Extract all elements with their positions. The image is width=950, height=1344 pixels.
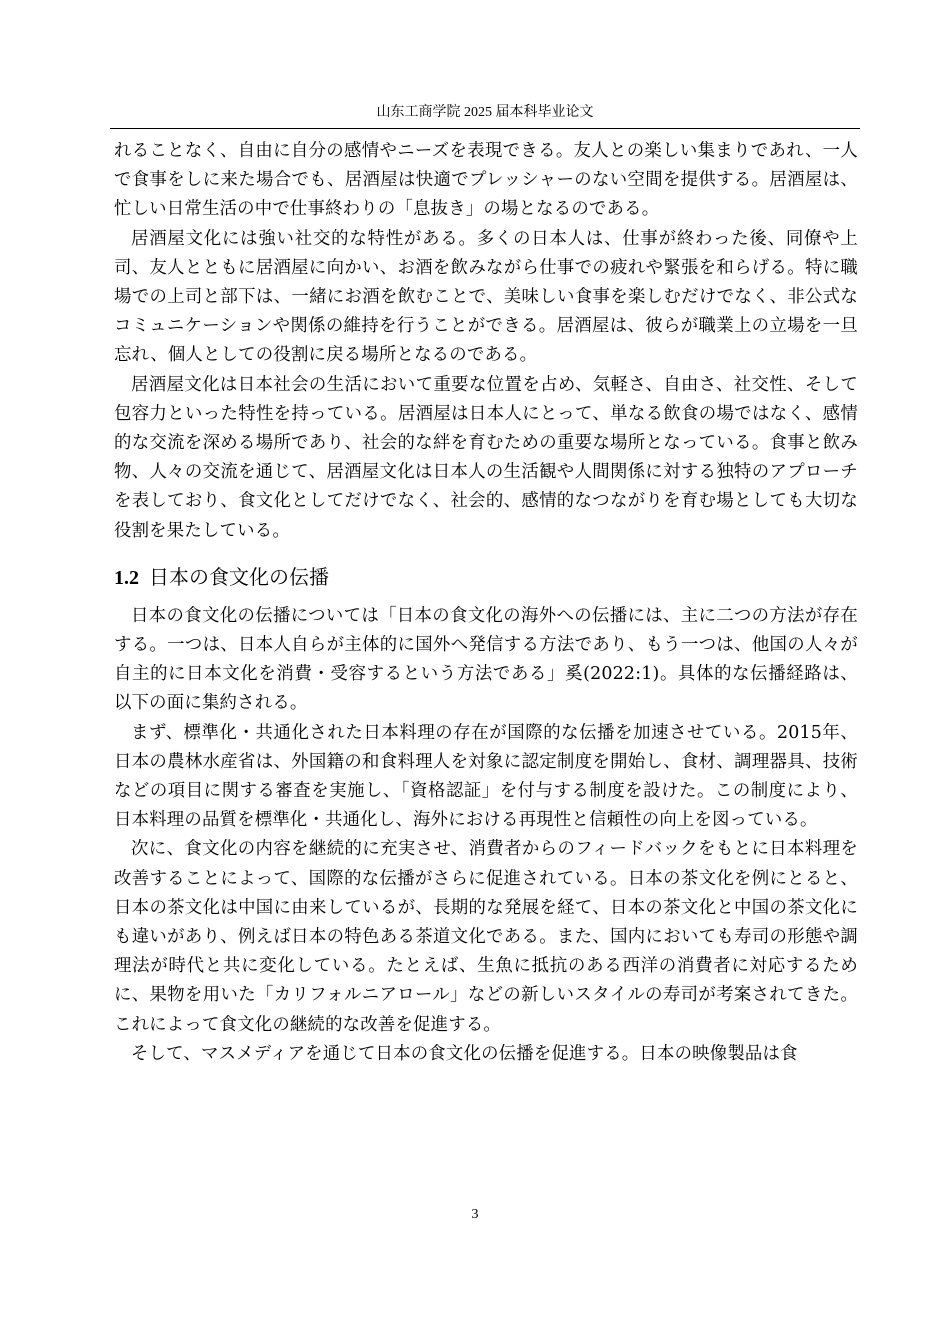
section-title: 日本の食文化の伝播 <box>149 564 329 589</box>
section-heading <box>114 562 858 593</box>
section-number: 1.2 <box>114 566 139 589</box>
page-header: 山东工商学院 2025 届本科毕业论文 <box>376 105 594 120</box>
page-number: 3 <box>471 1207 479 1222</box>
paragraph: れることなく、自由に自分の感情やニーズを表現できる。友人との楽しい集まりであれ、一人で食事をしに来た場合でも、居酒屋は快適でプレッシャーのない空間を提供する。居酒屋は、忙しい日常生活の中で仕事終わりの「息抜き」の場となるのである。 <box>114 141 858 220</box>
paragraph: そして、マスメディアを通じて日本の食文化の伝播を促進する。日本の映像製品は食 <box>131 1043 798 1064</box>
paragraph: まず、標準化・共通化された日本料理の存在が国際的な伝播を加速させている。2015年、日本の農林水産省は、外国籍の和食料理人を対象に認定制度を開始し、食材、調理器具、技術などの項目に関する審査を実施し、「資格認証」を付与する制度を設けた。この制度により、日本料理の品質を標準化・共通化し、海外における再現性と信頼性の向上を図っている。 <box>114 722 858 831</box>
paragraph: 居酒屋文化には強い社交的な特性がある。多くの日本人は、仕事が終わった後、同僚や上司、友人とともに居酒屋に向かい、お酒を飲みながら仕事での疲れや緊張を和らげる。特に職場での上司と部下は、一緒にお酒を飲むことで、美味しい食事を楽しむだけでなく、非公式なコミュニケーションや関係の維持を行うことができる。居酒屋は、彼らが職業上の立場を一旦忘れ、個人としての役割に戻る場所となるのである。 <box>114 228 858 366</box>
body-text <box>114 137 858 1069</box>
paragraph: 日本の食文化の伝播については「日本の食文化の海外への伝播には、主に二つの方法が存在する。一つは、日本人自らが主体的に国外へ発信する方法であり、もう一つは、他国の人々が自主的に日本文化を消費・受容するという方法である」奚(2022:1)。具体的な伝播経路は、以下の面に集約される。 <box>114 605 858 714</box>
header-divider <box>110 128 860 129</box>
paragraph: 次に、食文化の内容を継続的に充実させ、消費者からのフィードバックをもとに日本料理を改善することによって、国際的な伝播がさらに促進されている。日本の茶文化を例にとると、日本の茶文化は中国に由来しているが、長期的な発展を経て、日本の茶文化と中国の茶文化にも違いがあり、例えば日本の特色ある茶道文化である。また、国内においても寿司の形態や調理法が時代と共に変化している。たとえば、生魚に抵抗のある西洋の消費者に対応するために、果物を用いた「カリフォルニアロール」などの新しいスタイルの寿司が考案されてきた。これによって食文化の継続的な改善を促進する。 <box>114 839 858 1035</box>
paragraph: 居酒屋文化は日本社会の生活において重要な位置を占め、気軽さ、自由さ、社交性、そして包容力といった特性を持っている。居酒屋は日本人にとって、単なる飲食の場ではなく、感情的な交流を深める場所であり、社会的な絆を育むための重要な場所となっている。食事と飲み物、人々の交流を通じて、居酒屋文化は日本人の生活観や人間関係に対する独特のアプローチを表しており、食文化としてだけでなく、社会的、感情的なつながりを育む場としても大切な役割を果たしている。 <box>114 374 858 541</box>
